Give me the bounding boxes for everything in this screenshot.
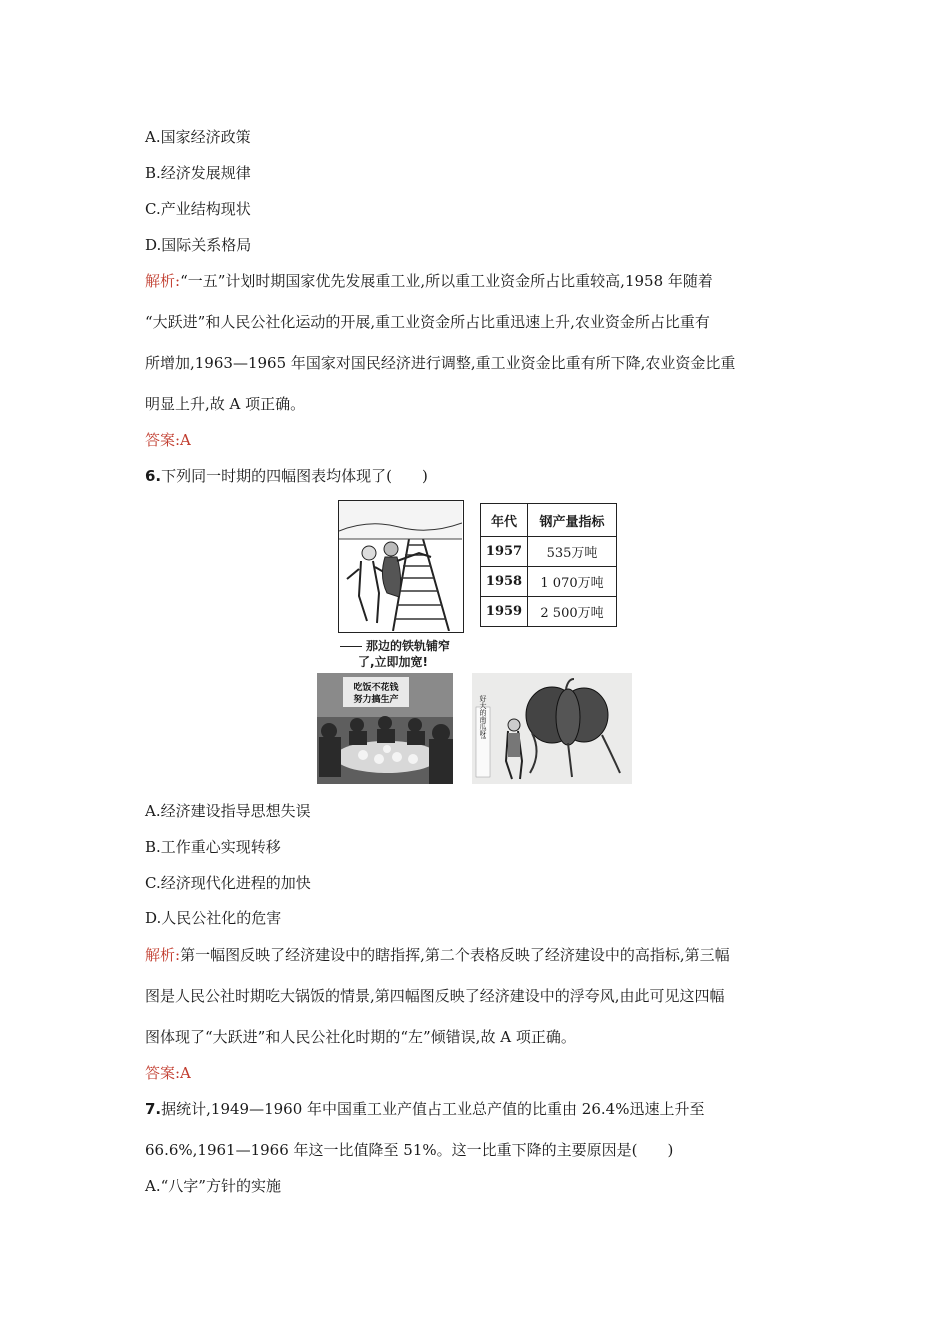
q5-analysis-line-4: 明显上升,故 A 项正确。 [145, 395, 306, 413]
q7-stem-text: 据统计,1949—1960 年中国重工业产值占工业总产值的比重由 26.4%迅速上升至 [161, 1100, 705, 1118]
q5-answer: 答案:A [145, 431, 191, 449]
q6-option-b: B.工作重心实现转移 [145, 838, 281, 856]
q6-analysis-line-2: 图是人民公社时期吃大锅饭的情景,第四幅图反映了经济建设中的浮夸风,由此可见这四幅 [145, 987, 725, 1005]
pumpkin-cartoon-text: 好大的南瓜呀! [479, 694, 487, 740]
table-header-year: 年代 [481, 504, 528, 537]
q5-option-c: C.产业结构现状 [145, 200, 251, 218]
q5-analysis-line-1 [145, 271, 713, 291]
q6-analysis-line-3: 图体现了“大跃进”和人民公社化时期的“左”倾错误,故 A 项正确。 [145, 1028, 576, 1046]
table-row [481, 567, 617, 597]
q7-stem-line-1 [145, 1099, 704, 1119]
q5-option-b: B.经济发展规律 [145, 164, 251, 182]
q5-option-d: D.国际关系格局 [145, 236, 252, 254]
canteen-photo-drawing [317, 673, 453, 784]
caption-line-1: 那边的铁轨铺窄 [366, 639, 451, 653]
table-row [481, 597, 617, 627]
table-cell-quota: 2 500万吨 [528, 597, 617, 627]
q5-analysis-text: “一五”计划时期国家优先发展重工业,所以重工业资金所占比重较高,1958 年随着 [180, 272, 713, 290]
table-cell-year: 1959 [481, 597, 528, 627]
q6-option-c: C.经济现代化进程的加快 [145, 874, 311, 892]
caption-dash [340, 646, 362, 647]
table-header-quota: 钢产量指标 [528, 504, 617, 537]
table-cell-quota: 535万吨 [528, 537, 617, 567]
canteen-banner-line-1: 吃饭不花钱 [353, 683, 399, 693]
railway-cartoon-caption [340, 638, 470, 670]
table-header-row [481, 504, 617, 537]
canteen-banner-line-2: 努力搞生产 [353, 695, 399, 705]
q6-analysis-label: 解析: [145, 946, 181, 964]
q6-analysis-text: 第一幅图反映了经济建设中的瞎指挥,第二个表格反映了经济建设中的高指标,第三幅 [180, 946, 730, 964]
q7-option-a: A.“八字”方针的实施 [145, 1177, 281, 1195]
table-cell-year: 1957 [481, 537, 528, 567]
q6-option-a: A.经济建设指导思想失误 [145, 802, 311, 820]
commune-canteen-photo [317, 673, 453, 784]
q5-option-a: A.国家经济政策 [145, 128, 251, 146]
pumpkin-cartoon-drawing [472, 673, 632, 784]
table-row [481, 537, 617, 567]
railway-cartoon-drawing [339, 501, 462, 631]
q7-stem-line-2: 66.6%,1961—1966 年这一比值降至 51%。这一比重下降的主要原因是( ) [145, 1141, 674, 1159]
q5-analysis-label: 解析: [145, 272, 181, 290]
q5-analysis-line-3: 所增加,1963—1965 年国家对国民经济进行调整,重工业资金比重有所下降,农业资金比重 [145, 354, 736, 372]
q7-number: 7. [145, 1100, 162, 1118]
q6-stem-text: 下列同一时期的四幅图表均体现了( ) [161, 467, 428, 485]
q5-analysis-line-2: “大跃进”和人民公社化运动的开展,重工业资金所占比重迅速上升,农业资金所占比重有 [145, 313, 710, 331]
table-cell-quota: 1 070万吨 [528, 567, 617, 597]
table-cell-year: 1958 [481, 567, 528, 597]
q6-number: 6. [145, 467, 162, 485]
q6-analysis-line-1 [145, 945, 730, 965]
q6-option-d: D.人民公社化的危害 [145, 909, 282, 927]
q6-stem [145, 466, 428, 486]
giant-pumpkin-cartoon [472, 673, 632, 784]
steel-quota-table [480, 503, 617, 627]
q6-answer: 答案:A [145, 1064, 191, 1082]
railway-cartoon [338, 500, 464, 633]
caption-line-2: 了,立即加宽! [358, 655, 429, 669]
